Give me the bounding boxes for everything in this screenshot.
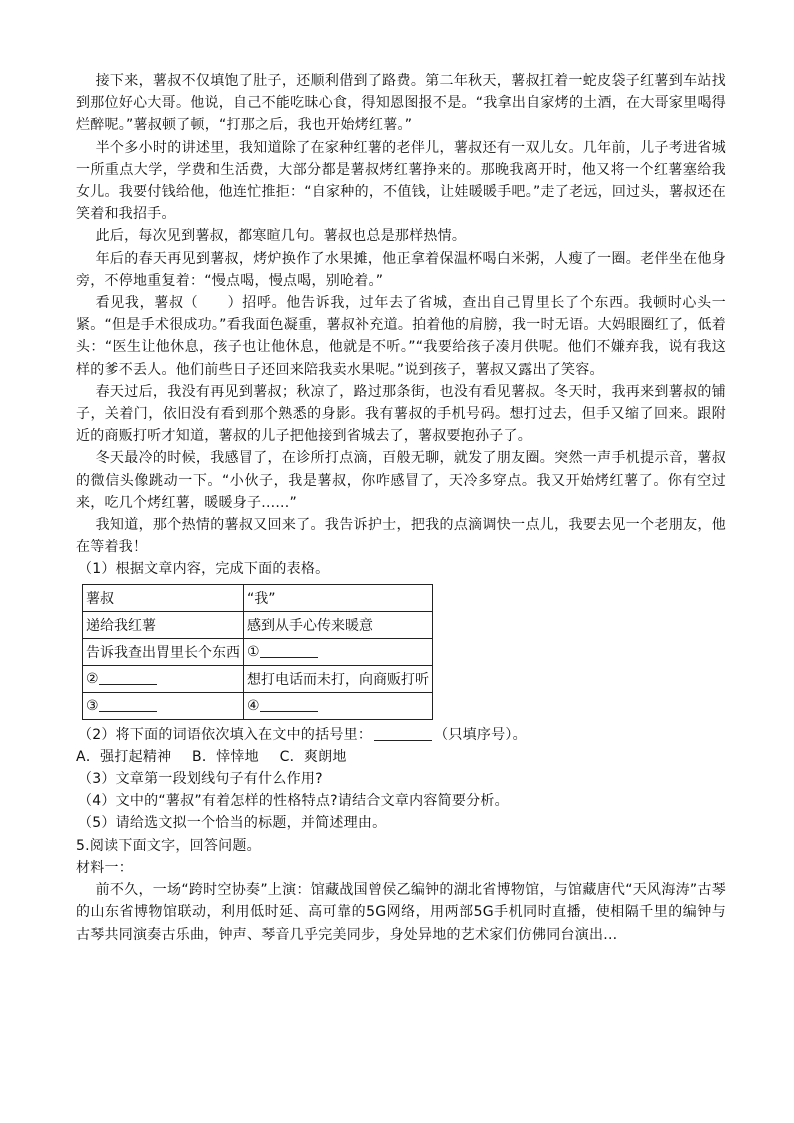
table-row bbox=[83, 611, 433, 638]
paragraph-4: 年后的春天再见到薯叔，烤炉换作了水果摊，他正拿着保温杯喝白米粥，人瘦了一圈。老伴坐在他身旁，不停地重复着：“慢点喝，慢点喝，别呛着。” bbox=[76, 250, 726, 289]
table-cell: 感到从手心传来暖意 bbox=[244, 611, 433, 638]
paragraph-7: 冬天最冷的时候，我感冒了，在诊所打点滴，百般无聊，就发了朋友圈。突然一声手机提示音，薯叔的微信头像跳动一下。“小伙子，我是薯叔，你咋感冒了，天冷多穿点。我又开始烤红薯了。你有空过来，吃几个烤红薯，暖暖身子......” bbox=[76, 450, 726, 511]
answer-blank[interactable] bbox=[260, 643, 318, 658]
answer-blank[interactable] bbox=[374, 726, 432, 741]
blank-label: ① bbox=[247, 644, 260, 661]
table-cell-blank[interactable] bbox=[244, 638, 433, 665]
document-page bbox=[76, 70, 726, 946]
question-5: （5）请给选文拟一个恰当的标题，并简述理由。 bbox=[78, 815, 387, 832]
table-row bbox=[83, 638, 433, 665]
table-cell-blank[interactable] bbox=[83, 692, 244, 719]
table-cell-blank[interactable] bbox=[83, 665, 244, 692]
question-2-note: （只填序号）。 bbox=[434, 726, 527, 743]
option-b: B．悻悻地 bbox=[192, 748, 259, 765]
table-row bbox=[83, 584, 433, 611]
question-1: （1）根据文章内容，完成下面的表格。 bbox=[78, 561, 330, 578]
paragraph-2: 半个多小时的讲述里，我知道除了在家种红薯的老伴儿，薯叔还有一双儿女。几年前，儿子考进省城一所重点大学，学费和生活费，大部分都是薯叔烤红薯挣来的。那晚我离开时，他又将一个红薯塞给我女儿。我要付钱给他，他连忙推拒：“自家种的，不值钱，让娃暖暖手吧。”走了老远，回过头，薯叔还在笑着和我招手。 bbox=[76, 139, 726, 223]
question-2-prompt: （2）将下面的词语依次填入在文中的括号里： bbox=[78, 726, 373, 743]
table-cell: 薯叔 bbox=[83, 584, 244, 611]
answer-table bbox=[82, 584, 433, 720]
table-cell: 告诉我查出胃里长个东西 bbox=[83, 638, 244, 665]
paragraph-3: 此后，每次见到薯叔，都寒暄几句。薯叔也总是那样热情。 bbox=[95, 228, 467, 245]
blank-label: ② bbox=[86, 671, 99, 688]
paragraph-8: 我知道，那个热情的薯叔又回来了。我告诉护士，把我的点滴调快一点儿，我要去见一个老朋友，他在等着我！ bbox=[76, 517, 726, 556]
option-c: C．爽朗地 bbox=[279, 748, 347, 765]
paragraph-5: 看见我，薯叔（ ）招呼。他告诉我，过年去了省城，查出自己胃里长了个东西。我顿时心头一紧。“但是手术很成功。”看我面色凝重，薯叔补充道。拍着他的肩膀，我一时无语。大妈眼圈红了，低着头：“医生让他休息，孩子也让他休息，他就是不听。”“我要给孩子凑月供呢。他们不嫌弃我，说有我这样的爹不丢人。他们前些日子还回来陪我卖水果呢。”说到孩子，薯叔又露出了笑容。 bbox=[76, 295, 726, 378]
table-cell: “我” bbox=[244, 584, 433, 611]
paragraph-6: 春天过后，我没有再见到薯叔；秋凉了，路过那条街，也没有看见薯叔。冬天时，我再来到薯叔的铺子，关着门，依旧没有看到那个熟悉的身影。我有薯叔的手机号码。想打过去，但手又缩了回来。跟附近的商贩打听才知道，薯叔的儿子把他接到省城去了，薯叔要抱孙子了。 bbox=[76, 383, 726, 445]
blank-label: ③ bbox=[86, 698, 99, 715]
paragraph-1: 接下来，薯叔不仅填饱了肚子，还顺利借到了路费。第二年秋天，薯叔扛着一蛇皮袋子红薯到车站找到那位好心大哥。他说，自己不能吃昧心食，得知恩图报不是。“我拿出自家烤的土酒，在大哥家里喝得烂醉呢。”薯叔顿了顿，“打那之后，我也开始烤红薯。” bbox=[76, 73, 726, 134]
material-paragraph: 前不久，一场“跨时空协奏”上演：馆藏战国曾侯乙编钟的湖北省博物馆，与馆藏唐代“天风海涛”古琴的山东省博物馆联动，利用低时延、高可靠的5G网络，用两部5G手机同时直播，使相隔千里的编钟与古琴共同演奏古乐曲，钟声、琴音几乎完美同步，身处异地的艺术家们仿佛同台演出... bbox=[76, 882, 726, 943]
answer-blank[interactable] bbox=[260, 697, 318, 712]
answer-blank[interactable] bbox=[99, 670, 157, 685]
question-3: （3）文章第一段划线句子有什么作用? bbox=[78, 771, 323, 788]
section-5-heading: 5.阅读下面文字，回答问题。 bbox=[76, 837, 261, 854]
options-line bbox=[76, 746, 726, 768]
table-row bbox=[83, 665, 433, 692]
table-cell: 递给我红薯 bbox=[83, 611, 244, 638]
table-cell-blank[interactable] bbox=[244, 692, 433, 719]
blank-label: ④ bbox=[247, 698, 260, 715]
question-2 bbox=[76, 724, 726, 746]
table-cell: 想打电话而未打，向商贩打听 bbox=[244, 665, 433, 692]
answer-blank[interactable] bbox=[99, 697, 157, 712]
question-4: （4）文中的“薯叔”有着怎样的性格特点?请结合文章内容简要分析。 bbox=[78, 793, 509, 810]
option-a: A．强打起精神 bbox=[76, 748, 172, 765]
table-row bbox=[83, 692, 433, 719]
material-label: 材料一： bbox=[76, 859, 133, 876]
